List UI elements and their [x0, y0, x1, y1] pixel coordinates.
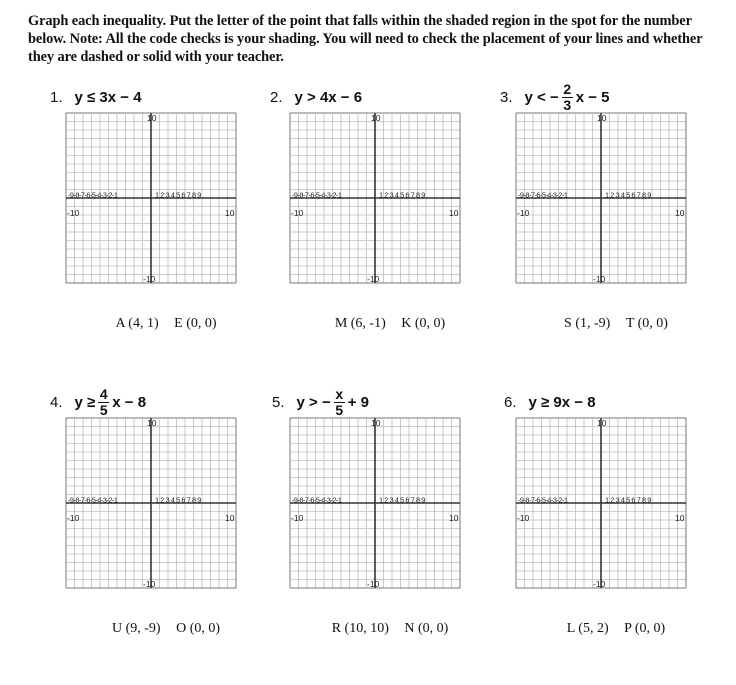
- problem-number: 2.: [270, 88, 283, 106]
- y-axis-max-label: 10: [371, 418, 381, 428]
- x-positive-tick-labels: 1 2 3 4 5 6 7 8 9: [155, 190, 201, 200]
- x-axis-max-label: 10: [225, 208, 235, 218]
- problem-3: [496, 80, 736, 380]
- inequality-rhs: x − 5: [575, 88, 610, 106]
- answer-point: R (10, 10): [331, 621, 389, 636]
- y-axis-max-label: 10: [597, 113, 607, 123]
- problem-number: 4.: [50, 393, 63, 411]
- x-axis-min-label: -10: [517, 513, 530, 523]
- inequality-rhs: x − 8: [112, 393, 147, 411]
- answer-point: U (9, -9): [111, 621, 161, 636]
- problem-number: 1.: [50, 88, 63, 106]
- y-axis-max-label: 10: [147, 418, 157, 428]
- x-negative-tick-labels: -9-8-7-6-5-4-3-2-1: [292, 495, 342, 505]
- answer-point: S (1, -9): [564, 316, 611, 331]
- answer-point: A (4, 1): [115, 316, 159, 331]
- problem-4: [46, 385, 286, 685]
- instructions: Graph each inequality. Put the letter of the point that falls within the shaded region in the spot for the number below. Note: All the code checks is your shading. You will need to check the placement of your lines and whether they are dashed or solid with your teacher.: [28, 13, 703, 65]
- x-negative-tick-labels: -9-8-7-6-5-4-3-2-1: [68, 190, 118, 200]
- answer-point: E (0, 0): [174, 316, 217, 331]
- x-axis-min-label: -10: [517, 208, 530, 218]
- x-negative-tick-labels: -9-8-7-6-5-4-3-2-1: [292, 190, 342, 200]
- x-axis-min-label: -10: [291, 208, 304, 218]
- coordinate-grid[interactable]: [496, 80, 736, 310]
- x-positive-tick-labels: 1 2 3 4 5 6 7 8 9: [605, 190, 651, 200]
- x-axis-min-label: -10: [67, 513, 80, 523]
- x-axis-min-label: -10: [291, 513, 304, 523]
- answer-point: L (5, 2): [566, 621, 609, 636]
- answer-choices: [270, 621, 510, 637]
- problem-5: [270, 385, 510, 685]
- x-positive-tick-labels: 1 2 3 4 5 6 7 8 9: [155, 495, 201, 505]
- answer-point: O (0, 0): [176, 621, 221, 636]
- inequality-lhs: y < −: [524, 88, 559, 106]
- fraction-denominator: 5: [99, 401, 108, 418]
- x-negative-tick-labels: -9-8-7-6-5-4-3-2-1: [518, 495, 568, 505]
- fraction-denominator: 5: [335, 401, 344, 418]
- x-axis-max-label: 10: [675, 208, 685, 218]
- x-axis-max-label: 10: [449, 208, 459, 218]
- answer-choices: [46, 316, 286, 332]
- x-axis-max-label: 10: [675, 513, 685, 523]
- answer-choices: [270, 316, 510, 332]
- problem-1: [46, 80, 286, 380]
- coordinate-grid[interactable]: [46, 80, 286, 310]
- inequality-lhs: y ≥: [74, 393, 96, 411]
- x-negative-tick-labels: -9-8-7-6-5-4-3-2-1: [68, 495, 118, 505]
- answer-point: T (0, 0): [625, 316, 668, 331]
- answer-choices: [46, 621, 286, 637]
- y-axis-min-label: -10: [367, 579, 380, 589]
- y-axis-min-label: -10: [143, 274, 156, 284]
- x-positive-tick-labels: 1 2 3 4 5 6 7 8 9: [379, 495, 425, 505]
- problem-number: 5.: [272, 393, 285, 411]
- answer-point: P (0, 0): [624, 621, 666, 636]
- inequality-lhs: y > −: [296, 393, 331, 411]
- inequality-rhs: + 9: [347, 393, 369, 411]
- coordinate-grid[interactable]: [46, 385, 286, 615]
- x-axis-max-label: 10: [449, 513, 459, 523]
- answer-choices: [496, 621, 736, 637]
- coordinate-grid[interactable]: [270, 385, 510, 615]
- coordinate-grid[interactable]: [270, 80, 510, 310]
- y-axis-min-label: -10: [143, 579, 156, 589]
- coordinate-grid[interactable]: [496, 385, 736, 615]
- fraction-numerator: x: [335, 385, 344, 402]
- y-axis-min-label: -10: [593, 579, 606, 589]
- problem-2: [270, 80, 510, 380]
- x-negative-tick-labels: -9-8-7-6-5-4-3-2-1: [518, 190, 568, 200]
- problem-6: [496, 385, 736, 685]
- fraction-denominator: 3: [563, 96, 572, 113]
- x-axis-min-label: -10: [67, 208, 80, 218]
- answer-point: K (0, 0): [401, 316, 446, 331]
- problem-number: 6.: [504, 393, 517, 411]
- answer-choices: [496, 316, 736, 332]
- y-axis-min-label: -10: [593, 274, 606, 284]
- fraction-numerator: 2: [563, 80, 572, 97]
- x-positive-tick-labels: 1 2 3 4 5 6 7 8 9: [605, 495, 651, 505]
- fraction-numerator: 4: [99, 385, 108, 402]
- inequality: y ≥ 9x − 8: [528, 393, 596, 411]
- y-axis-min-label: -10: [367, 274, 380, 284]
- inequality: y ≤ 3x − 4: [74, 88, 142, 106]
- answer-point: M (6, -1): [334, 316, 386, 331]
- y-axis-max-label: 10: [147, 113, 157, 123]
- problem-number: 3.: [500, 88, 513, 106]
- y-axis-max-label: 10: [371, 113, 381, 123]
- y-axis-max-label: 10: [597, 418, 607, 428]
- inequality: y > 4x − 6: [294, 88, 363, 106]
- x-axis-max-label: 10: [225, 513, 235, 523]
- x-positive-tick-labels: 1 2 3 4 5 6 7 8 9: [379, 190, 425, 200]
- answer-point: N (0, 0): [404, 621, 449, 636]
